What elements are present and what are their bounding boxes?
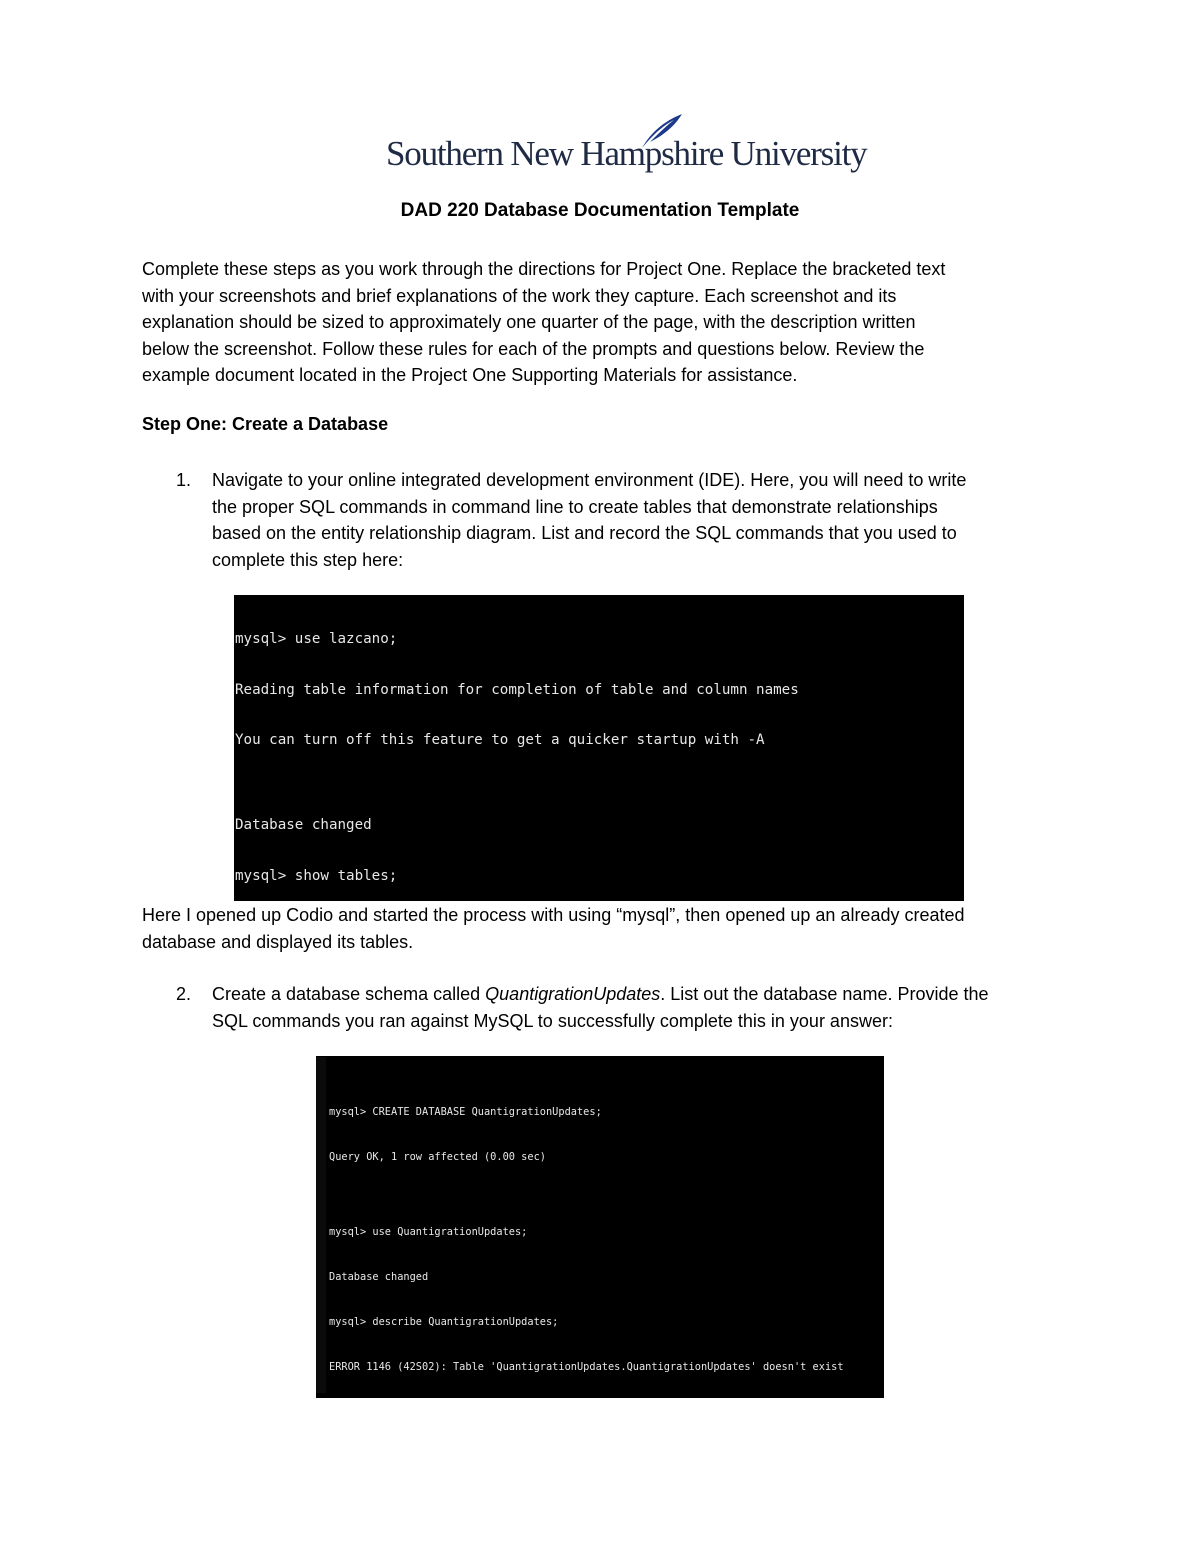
step-one-heading: Step One: Create a Database — [142, 414, 389, 434]
intro-line: example document located in the Project One Supporting Materials for assistance. — [142, 365, 798, 385]
terminal-line: mysql> use lazcano; — [235, 630, 398, 647]
list-line-part: . List out the database name. Provide the — [660, 984, 989, 1004]
terminal-line: mysql> describe QuantigrationUpdates; — [329, 1316, 559, 1328]
terminal-screenshot-databases — [316, 1056, 884, 1398]
list-item-text — [212, 467, 1072, 573]
terminal-line: mysql> CREATE DATABASE QuantigrationUpdates; — [329, 1106, 602, 1118]
intro-line: Complete these steps as you work through the directions for Project One. Replace the bracketed text — [142, 259, 946, 279]
list-line: SQL commands you ran against MySQL to successfully complete this in your answer: — [212, 1010, 893, 1031]
list-line: complete this step here: — [212, 549, 404, 570]
list-line — [212, 981, 1072, 1008]
terminal-line: ERROR 1146 (42S02): Table 'QuantigrationUpdates.QuantigrationUpdates' doesn't exist — [329, 1361, 844, 1373]
intro-line: explanation should be sized to approximately one quarter of the page, with the description written — [142, 312, 916, 332]
list-item-text — [212, 981, 1072, 1034]
intro-line: with your screenshots and brief explanations of the work they capture. Each screenshot and its — [142, 285, 897, 306]
feather-logo-icon — [636, 112, 686, 152]
terminal-screenshot-tables — [234, 595, 964, 901]
logo-wordmark: Southern New Hampshire University — [386, 134, 867, 173]
terminal-line: Reading table information for completion of table and column names — [235, 681, 799, 698]
terminal-line: Database changed — [235, 816, 372, 833]
terminal-line: Database changed — [329, 1271, 429, 1283]
screenshot-caption — [142, 902, 1062, 955]
terminal-line: You can turn off this feature to get a quicker startup with -A — [235, 732, 765, 749]
intro-paragraph — [142, 256, 1042, 389]
list-number: 1. — [176, 470, 192, 490]
list-line: Navigate to your online integrated development environment (IDE). Here, you will need to write — [212, 470, 967, 490]
document-title: DAD 220 Database Documentation Template — [400, 200, 800, 221]
caption-line: Here I opened up Codio and started the process with using “mysql”, then opened up an already created — [142, 905, 965, 925]
terminal-line: Query OK, 1 row affected (0.00 sec) — [329, 1151, 546, 1163]
caption-line: database and displayed its tables. — [142, 931, 414, 952]
terminal-side-strip — [316, 1057, 326, 1393]
list-line: the proper SQL commands in command line to create tables that demonstrate relationships — [212, 496, 938, 517]
terminal-line: mysql> show tables; — [235, 867, 398, 884]
list-number: 2. — [176, 984, 192, 1004]
university-logo — [386, 112, 867, 182]
intro-line: below the screenshot. Follow these rules for each of the prompts and questions below. Review the — [142, 338, 925, 359]
list-line-part: Create a database schema called — [212, 984, 486, 1004]
list-line: based on the entity relationship diagram. List and record the SQL commands that you used to — [212, 523, 957, 543]
terminal-line: mysql> use QuantigrationUpdates; — [329, 1226, 528, 1238]
schema-name: QuantigrationUpdates — [485, 984, 661, 1004]
